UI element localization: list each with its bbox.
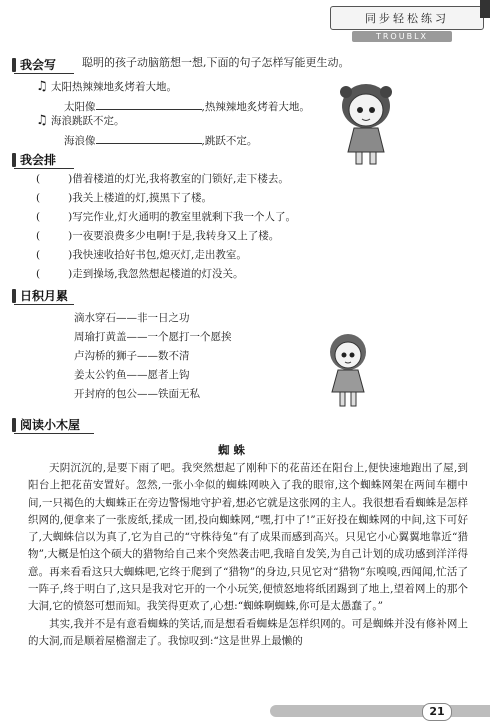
arrange-item bbox=[36, 267, 244, 281]
arrange-item bbox=[36, 172, 289, 186]
arrange-item bbox=[36, 191, 212, 205]
section-marker-icon bbox=[12, 418, 16, 432]
arrange-item-text: 我关上楼道的灯,摸黑下了楼。 bbox=[72, 192, 213, 204]
cartoon-girl-illustration bbox=[318, 330, 378, 410]
order-blank[interactable]: ( ) bbox=[36, 192, 73, 204]
arrange-item-text: 我快速收拾好书包,熄灭灯,走出教室。 bbox=[72, 249, 247, 261]
arrange-item-text: 写完作业,灯火通明的教室里就剩下我一个人了。 bbox=[72, 211, 297, 223]
order-blank[interactable]: ( ) bbox=[36, 268, 73, 280]
exercise1-blank[interactable] bbox=[96, 98, 202, 110]
exercise1-original bbox=[36, 80, 177, 94]
idiom-item: 滴水穿石——非一日之功 bbox=[74, 312, 190, 324]
exercise2-original bbox=[36, 114, 125, 128]
order-blank[interactable]: ( ) bbox=[36, 211, 73, 223]
idiom-item: 开封府的包公——铁面无私 bbox=[74, 388, 200, 400]
idiom-item: 周瑜打黄盖——一个愿打一个愿挨 bbox=[74, 331, 232, 343]
idiom-item: 姜太公钓鱼——愿者上钩 bbox=[74, 369, 190, 381]
exercise1-prefix: 太阳像 bbox=[64, 101, 96, 113]
header-sub-banner: TROUBLX bbox=[352, 31, 452, 42]
section-underline bbox=[14, 73, 74, 74]
story-paragraph: 天阴沉沉的,是要下雨了吧。我突然想起了刚种下的花苗还在阳台上,便快速地跑出了屋,到阳台上把花苗安置好。忽然,一张小伞似的蜘蛛网映入了我的眼帘,这个蜘蛛网架在两间车棚中间,一只褐色的大蜘蛛正在旁边警惕地守护着,想必它就是这张网的主人。我很想看看蜘蛛是怎样织网的,便拿来了一张废纸,揉成一团,投向蜘蛛网,“嘿,打中了!”正好投在蜘蛛网的中间,这下可好了,大蜘蛛信以为真了,它为自己的“守株待兔”有了成果而感到高兴。只见它小心翼翼地靠近“猎物”,大概是怕这个硕大的猎物给自己来个突然袭击吧,我暗自发笑,为自己计划的成功感到洋洋得意。再来看看这只大蜘蛛吧,它终于爬到了“猎物”的身边,只见它对“猎物”东嗅嗅,西闻闻,忙活了一阵子,终于明白了,这只是我对它开的一个小玩笑,便愤怒地将纸团踢到了地上,望着网上的那个大洞,它的愤怒可想而知。我笑得更欢了,心想:“蜘蛛啊蜘蛛,你可是太愚蠢了。” bbox=[28, 462, 468, 613]
arrange-item bbox=[36, 248, 247, 262]
exercise2-blank[interactable] bbox=[96, 132, 202, 144]
story-paragraph: 其实,我并不是有意看蜘蛛的笑话,而是想看看蜘蛛是怎样织网的。可是蜘蛛并没有修补网上的大洞,而是顺着屋檐溜走了。我惊叹到:“这是世界上最懒的 bbox=[28, 617, 468, 647]
exercise1-text: 太阳热辣辣地炙烤着大地。 bbox=[51, 81, 177, 93]
exercise2-line bbox=[64, 132, 257, 148]
section1-instruction: 聪明的孩子动脑筋想一想,下面的句子怎样写能更生动。 bbox=[82, 56, 350, 69]
music-note-icon: ♫ bbox=[36, 79, 48, 94]
exercise2-text: 海浪跳跃不定。 bbox=[51, 115, 125, 127]
story-title: 蜘 蛛 bbox=[218, 443, 246, 457]
section-title: 日积月累 bbox=[20, 289, 69, 303]
section-underline bbox=[14, 168, 74, 169]
header-banner-text: 同步轻松练习 bbox=[365, 12, 449, 25]
exercise2-suffix: ,跳跃不定。 bbox=[201, 135, 258, 147]
exercise2-prefix: 海浪像 bbox=[64, 135, 96, 147]
section-marker-icon bbox=[12, 58, 16, 72]
page-number: 21 bbox=[422, 703, 452, 721]
idiom-item: 卢沟桥的狮子——数不清 bbox=[74, 350, 190, 362]
header-banner bbox=[330, 6, 484, 30]
section-heading-write bbox=[12, 56, 56, 73]
cartoon-girl-illustration bbox=[330, 80, 402, 168]
order-blank[interactable]: ( ) bbox=[36, 173, 73, 185]
arrange-item bbox=[36, 210, 296, 224]
arrange-item-text: 一夜要浪费多少电啊!于是,我转身又上了楼。 bbox=[72, 230, 280, 242]
footer-bar bbox=[270, 705, 490, 717]
arrange-item bbox=[36, 229, 279, 243]
section-underline bbox=[14, 304, 74, 305]
section-title: 我会写 bbox=[20, 58, 57, 72]
section-title: 阅读小木屋 bbox=[20, 418, 81, 432]
arrange-item-text: 走到操场,我忽然想起楼道的灯没关。 bbox=[72, 268, 244, 280]
arrange-item-text: 借着楼道的灯光,我将教室的门锁好,走下楼去。 bbox=[72, 173, 289, 185]
section-heading-reading bbox=[12, 416, 80, 433]
exercise1-suffix: ,热辣辣地炙烤着大地。 bbox=[201, 101, 310, 113]
story-body bbox=[28, 460, 468, 650]
section-heading-accumulate bbox=[12, 287, 68, 304]
section-marker-icon bbox=[12, 289, 16, 303]
music-note-icon: ♫ bbox=[36, 113, 48, 128]
section-marker-icon bbox=[12, 153, 16, 167]
page-edge-mark bbox=[480, 0, 490, 18]
order-blank[interactable]: ( ) bbox=[36, 230, 73, 242]
section-underline bbox=[14, 433, 94, 434]
exercise1-line bbox=[64, 98, 310, 114]
order-blank[interactable]: ( ) bbox=[36, 249, 73, 261]
section-heading-arrange bbox=[12, 151, 56, 168]
section-title: 我会排 bbox=[20, 153, 57, 167]
